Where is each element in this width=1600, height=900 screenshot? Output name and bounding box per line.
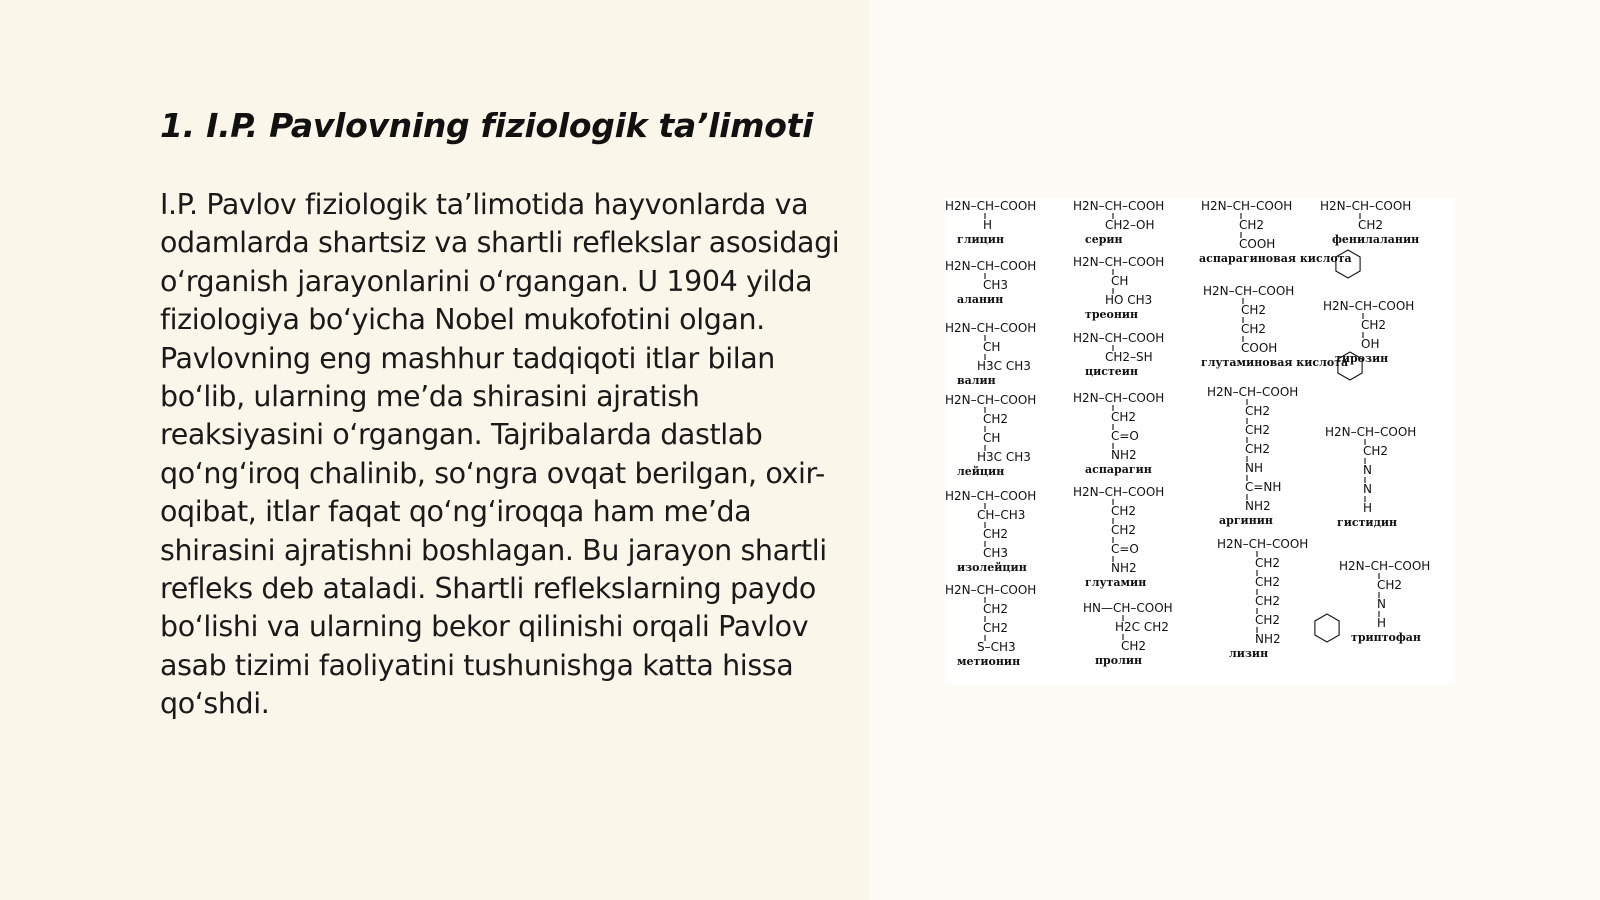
backbone-formula: H2N–CH–COOH [945, 199, 1037, 213]
amino-acid-name: лейцин [957, 465, 1005, 478]
side-chain-group: CH2 [983, 412, 1009, 426]
amino-acid-name: пролин [1095, 654, 1143, 667]
side-chain-group: CH2 [1239, 218, 1265, 232]
side-chain-group: CH2–OH [1105, 218, 1155, 232]
side-chain-group: C=O [1111, 429, 1139, 443]
side-chain-group: CH–CH3 [977, 508, 1026, 522]
side-chain-group: CH2 [1111, 523, 1137, 537]
side-chain-group: NH2 [1245, 499, 1271, 513]
side-chain-group: CH2 [1255, 556, 1281, 570]
side-chain-group: CH2 [1363, 444, 1389, 458]
amino-acid-name: глутаминовая кислота [1201, 356, 1349, 369]
side-chain-group: NH2 [1111, 448, 1137, 462]
backbone-formula: H2N–CH–COOH [1073, 331, 1165, 345]
amino-acid-name: фенилаланин [1332, 233, 1420, 246]
side-chain-group: CH2 [1121, 639, 1147, 653]
side-chain-group: C=O [1111, 542, 1139, 556]
amino-acid-name: аспарагин [1085, 463, 1152, 476]
backbone-formula: H2N–CH–COOH [1073, 391, 1165, 405]
amino-acid-name: аспарагиновая кислота [1199, 252, 1352, 265]
side-chain-group: CH3 [983, 278, 1009, 292]
amino-acid-name: тирозин [1335, 352, 1389, 365]
side-chain-group: N [1363, 463, 1372, 477]
side-chain-group: CH [1111, 274, 1129, 288]
side-chain-group: CH2 [1358, 218, 1384, 232]
amino-acid-name: глутамин [1085, 576, 1147, 589]
backbone-formula: H2N–CH–COOH [1201, 199, 1293, 213]
amino-acid-name: аланин [957, 293, 1004, 306]
side-chain-group: CH2 [1361, 318, 1387, 332]
amino-acid-name: глицин [957, 233, 1004, 246]
side-chain-group: CH3 [983, 546, 1009, 560]
amino-acid-name: цистеин [1085, 365, 1139, 378]
side-chain-group: NH2 [1111, 561, 1137, 575]
amino-acid-structures-image [945, 198, 1455, 684]
side-chain-group: CH2 [1245, 442, 1271, 456]
backbone-formula: H2N–CH–COOH [1339, 559, 1431, 573]
side-chain-group: NH [1245, 461, 1263, 475]
side-chain-group: CH2 [1111, 504, 1137, 518]
backbone-formula: H2N–CH–COOH [945, 489, 1037, 503]
side-chain-group: COOH [1239, 237, 1276, 251]
side-chain-group: CH2 [1111, 410, 1137, 424]
side-chain-group: H [1363, 501, 1373, 515]
backbone-formula: H2N–CH–COOH [945, 259, 1037, 273]
side-chain-group: CH2 [983, 527, 1009, 541]
amino-acid-name: лизин [1229, 647, 1269, 660]
side-chain-group: CH2 [1255, 575, 1281, 589]
amino-acid-name: триптофан [1351, 631, 1421, 644]
backbone-formula: H2N–CH–COOH [1207, 385, 1299, 399]
side-chain-group: C=NH [1245, 480, 1282, 494]
side-chain-group: HO CH3 [1105, 293, 1153, 307]
amino-acid-name: валин [957, 374, 996, 387]
slide-paragraph: I.P. Pavlov fiziologik ta’limotida hayvonlarda va odamlarda shartsiz va shartli reflekslar asosidagi o‘rganish jarayonlarini o‘rgangan. U 1904 yilda fiziologiya bo‘yicha Nobel mukofotini olgan. Pavlovning eng mashhur tadqiqoti itlar bilan bo‘lib, ularning me’da shirasini ajratish reaksiyasini o‘rgangan. Tajribalarda dastlab qo‘ng‘iroq chalinib, so‘ngra ovqat berilgan, oxir-oqibat, itlar faqat qo‘ng‘iroqqa ham me’da shirasini ajratishni boshlagan. Bu jarayon shartli refleks deb ataladi. Shartli reflekslarning paydo bo‘lishi va ularning bekor qilinishi orqali Pavlov asab tizimi faoliyatini tushunishga katta hissa qo‘shdi. [160, 188, 840, 721]
backbone-formula: H2N–CH–COOH [945, 393, 1037, 407]
side-chain-group: CH2 [1245, 404, 1271, 418]
side-chain-group: COOH [1241, 341, 1278, 355]
backbone-formula: HN—CH–COOH [1083, 601, 1173, 615]
backbone-formula: H2N–CH–COOH [1320, 199, 1412, 213]
side-chain-group: H [1377, 616, 1387, 630]
side-chain-group: OH [1361, 337, 1380, 351]
backbone-formula: H2N–CH–COOH [1073, 485, 1165, 499]
side-chain-group: CH2 [1241, 322, 1267, 336]
amino-acid-structures-figure [945, 198, 1455, 684]
side-chain-group: NH2 [1255, 632, 1281, 646]
side-chain-group: CH [983, 340, 1001, 354]
amino-acid-name: метионин [957, 655, 1021, 668]
backbone-formula: H2N–CH–COOH [945, 583, 1037, 597]
side-chain-group: N [1377, 597, 1386, 611]
backbone-formula: H2N–CH–COOH [945, 321, 1037, 335]
side-chain-group: CH2 [983, 621, 1009, 635]
side-chain-group: S–CH3 [977, 640, 1016, 654]
side-chain-group: CH2 [1255, 594, 1281, 608]
amino-acid-name: аргинин [1219, 514, 1273, 527]
backbone-formula: H2N–CH–COOH [1073, 255, 1165, 269]
amino-acid-name: треонин [1085, 308, 1139, 321]
slide-title: 1. I.P. Pavlovning fiziologik ta’limoti [160, 106, 814, 145]
amino-acid-name: изолейцин [957, 561, 1027, 574]
backbone-formula: H2N–CH–COOH [1073, 199, 1165, 213]
backbone-formula: H2N–CH–COOH [1325, 425, 1417, 439]
side-chain-group: H3C CH3 [977, 359, 1031, 373]
side-chain-group: CH2 [1255, 613, 1281, 627]
amino-acid-name: гистидин [1337, 516, 1398, 529]
side-chain-group: H2C CH2 [1115, 620, 1169, 634]
backbone-formula: H2N–CH–COOH [1323, 299, 1415, 313]
side-chain-group: N [1363, 482, 1372, 496]
aromatic-ring [1315, 614, 1339, 642]
side-chain-group: CH2 [1377, 578, 1403, 592]
backbone-formula: H2N–CH–COOH [1203, 284, 1295, 298]
side-chain-group: CH2 [1241, 303, 1267, 317]
side-chain-group: CH2–SH [1105, 350, 1153, 364]
side-chain-group: CH [983, 431, 1001, 445]
side-chain-group: CH2 [983, 602, 1009, 616]
amino-acid-name: серин [1085, 233, 1123, 246]
side-chain-group: CH2 [1245, 423, 1271, 437]
side-chain-group: H3C CH3 [977, 450, 1031, 464]
backbone-formula: H2N–CH–COOH [1217, 537, 1309, 551]
side-chain-group: H [983, 218, 993, 232]
